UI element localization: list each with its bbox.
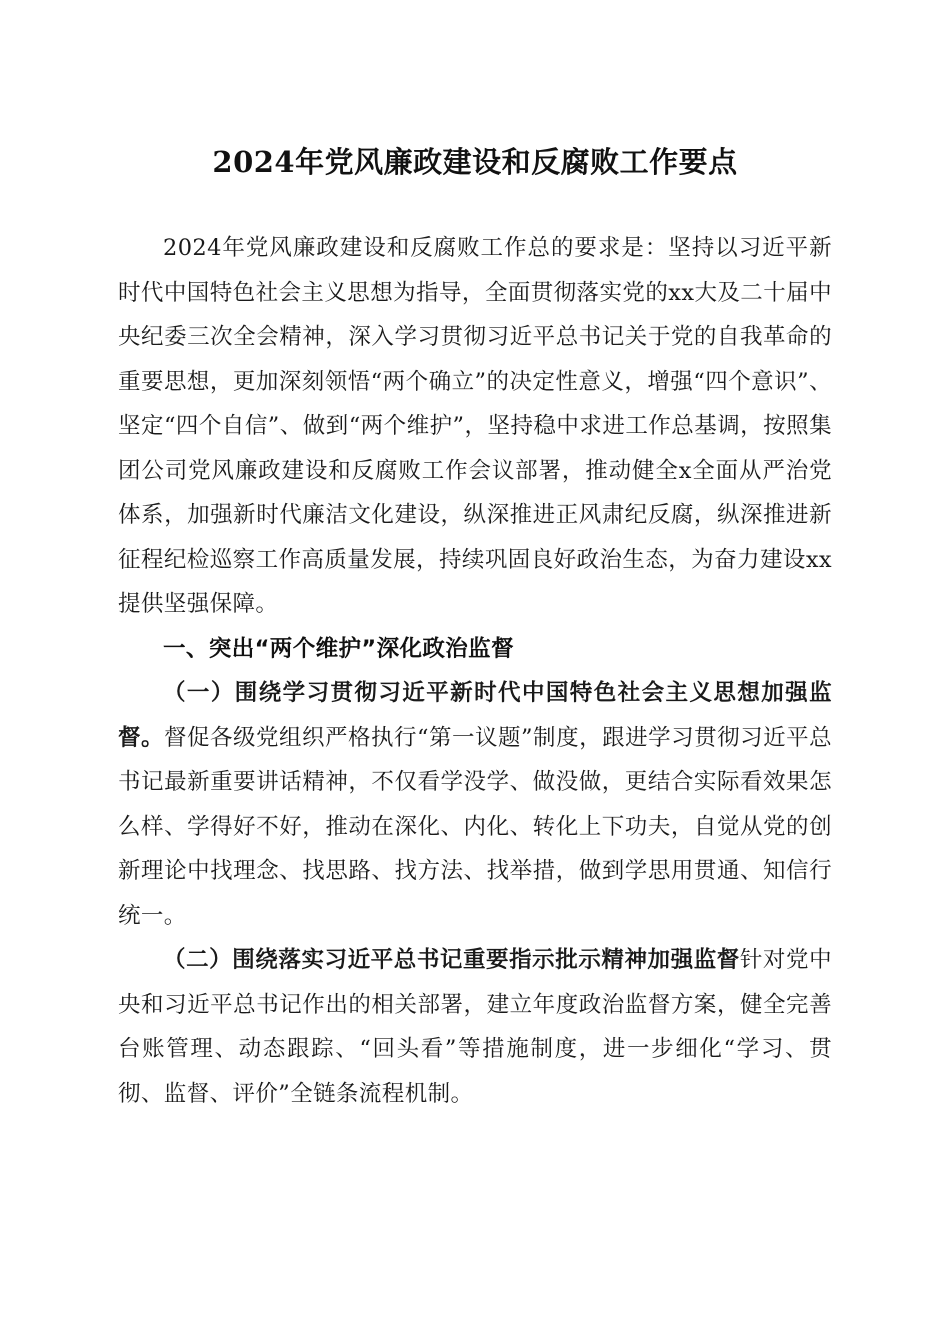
section-heading-1: 一、突出“两个维护”深化政治监督	[163, 635, 514, 662]
document-title: 2024年党风廉政建设和反腐败工作要点	[212, 145, 738, 179]
intro-paragraph: 2024年党风廉政建设和反腐败工作总的要求是：坚持以习近平新时代中国特色社会主义思想为指导，全面贯彻落实党的xx大及二十届中央纪委三次全会精神，深入学习贯彻习近平总书记关于党的自我革命的重要思想，更加深刻领悟“两个确立”的决定性意义，增强“四个意识”、坚定“四个自信”、做到“两个维护”，坚持稳中求进工作总基调，按照集团公司党风廉政建设和反腐败工作会议部署，推动健全x全面从严治党体系，加强新时代廉洁文化建设，纵深推进正风肃纪反腐，纵深推进新征程纪检巡察工作高质量发展，持续巩固良好政治生态，为奋力建设xx提供坚强保障。	[118, 235, 832, 617]
item-1-body: 督促各级党组织严格执行“第一议题”制度，跟进学习贯彻习近平总书记最新重要讲话精神，不仅看学没学、做没做，更结合实际看效果怎么样、学得好不好，推动在深化、内化、转化上下功夫，自觉从党的创新理论中找理念、找思路、找方法、找举措，做到学思用贯通、知信行统一。	[118, 724, 832, 929]
item-1-paragraph	[118, 671, 832, 938]
item-1-lead: （一）围绕学习贯彻习近平新时代中国特色社会主义思想加强监督。	[118, 680, 832, 751]
item-2-body: 针对党中央和习近平总书记作出的相关部署，建立年度政治监督方案，健全完善台账管理、动态跟踪、“回头看”等措施制度，进一步细化“学习、贯彻、监督、评价”全链条流程机制。	[118, 947, 832, 1107]
item-2-paragraph	[118, 938, 832, 1116]
item-2-lead: （二）围绕落实习近平总书记重要指示批示精神加强监督	[163, 947, 740, 973]
